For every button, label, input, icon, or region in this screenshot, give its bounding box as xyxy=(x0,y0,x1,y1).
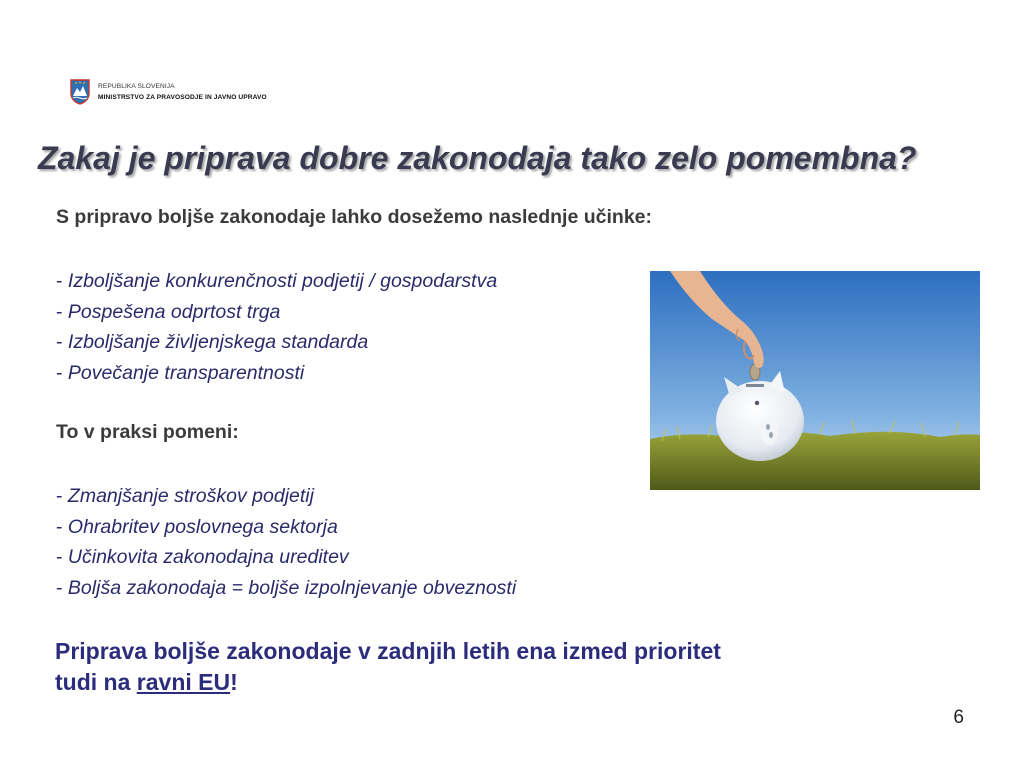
meanings-list xyxy=(56,481,516,603)
list-dash: - xyxy=(56,515,63,538)
list-dash: - xyxy=(56,361,63,384)
eu-level-link[interactable]: ravni EU xyxy=(136,669,231,695)
effect-text: Izboljšanje konkurenčnosti podjetij / gospodarstva xyxy=(67,270,498,292)
meaning-text: Učinkovita zakonodajna ureditev xyxy=(67,546,349,568)
effect-text: Povečanje transparentnosti xyxy=(67,361,305,384)
slovenia-coat-of-arms-icon xyxy=(70,79,90,105)
priority-statement xyxy=(55,636,721,698)
priority-line2-prefix: tudi na xyxy=(55,669,137,695)
list-dash: - xyxy=(56,546,63,568)
list-item xyxy=(56,542,516,573)
meaning-text: Zmanjšanje stroškov podjetij xyxy=(67,485,314,507)
ministry-name xyxy=(98,81,267,103)
piggy-bank-photo xyxy=(650,271,980,490)
page-number: 6 xyxy=(953,707,964,728)
practice-subheading: To v praksi pomeni: xyxy=(56,421,239,443)
meaning-text: Boljša zakonodaja = boljše izpolnjevanje obveznosti xyxy=(67,576,517,599)
list-dash: - xyxy=(56,576,63,599)
slide-title: Zakaj je priprava dobre zakonodaja tako zelo pomembna? xyxy=(38,140,917,176)
effect-text: Izboljšanje življenjskega standarda xyxy=(67,331,369,353)
list-item xyxy=(56,327,497,358)
meaning-text: Ohrabritev poslovnega sektorja xyxy=(67,515,338,538)
list-item xyxy=(56,512,516,543)
intro-text: S pripravo boljše zakonodaje lahko dosežemo naslednje učinke: xyxy=(56,206,652,228)
priority-line1: Priprava boljše zakonodaje v zadnjih letih ena izmed prioritet xyxy=(55,638,721,664)
grass-field xyxy=(650,432,980,490)
list-item xyxy=(56,266,497,297)
effect-text: Pospešena odprtost trga xyxy=(67,300,281,323)
ministry-logo xyxy=(70,77,267,107)
list-item xyxy=(56,573,516,604)
ministry-label: MINISTRSTVO ZA PRAVOSODJE IN JAVNO UPRAVO xyxy=(98,94,267,101)
list-item xyxy=(56,297,497,328)
priority-suffix: ! xyxy=(230,669,238,695)
list-item xyxy=(56,481,516,512)
list-dash: - xyxy=(56,331,63,353)
list-dash: - xyxy=(56,270,63,292)
republic-label: REPUBLIKA SLOVENIJA xyxy=(98,83,175,90)
list-dash: - xyxy=(56,485,63,507)
list-item xyxy=(56,358,497,389)
effects-list xyxy=(56,266,497,388)
list-dash: - xyxy=(56,300,63,323)
